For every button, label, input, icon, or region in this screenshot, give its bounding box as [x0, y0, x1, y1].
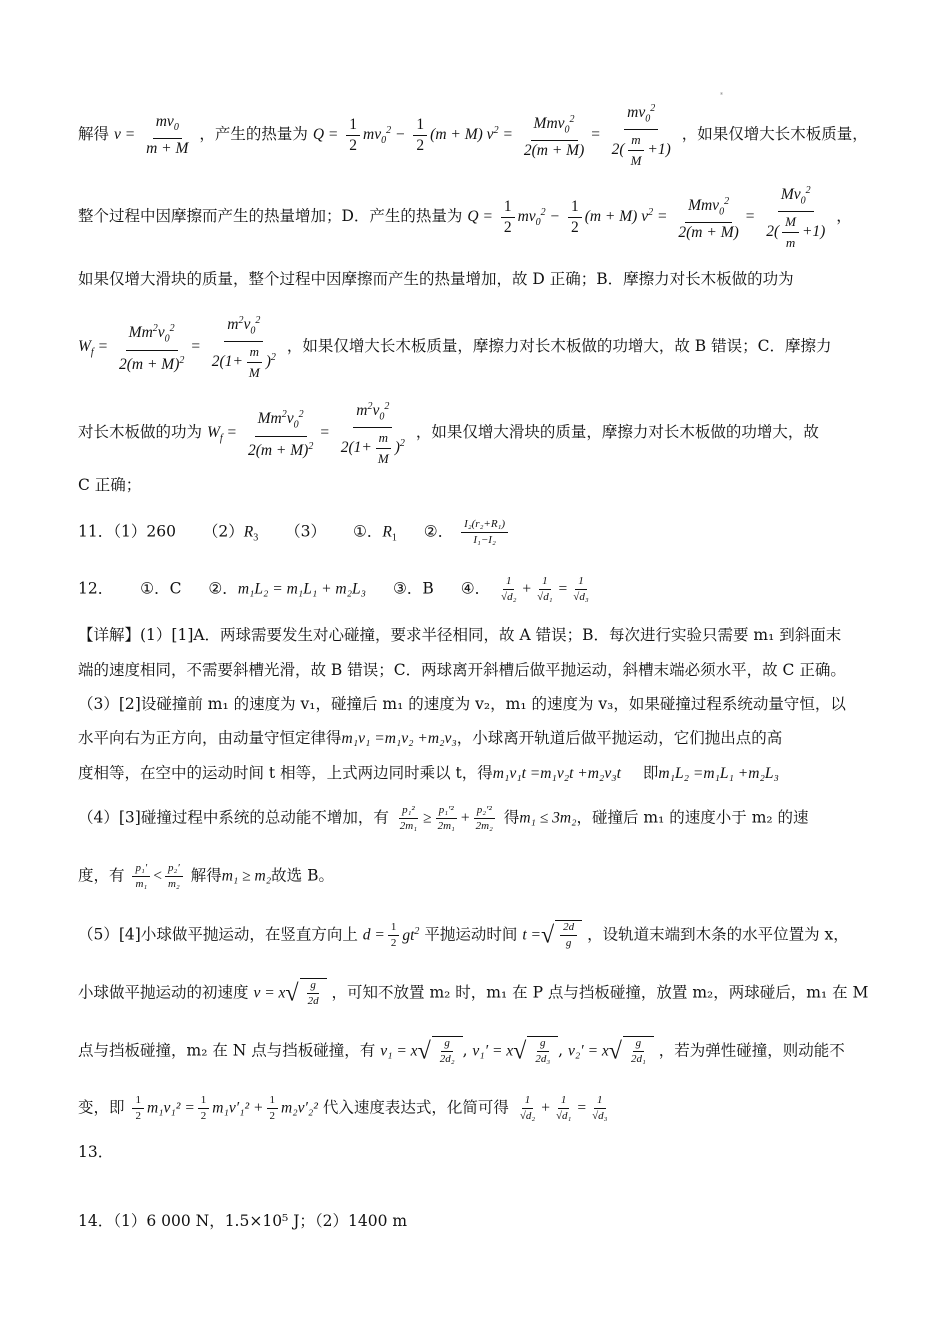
formula-wf: $W_f$ =	[78, 338, 109, 359]
detail-line-8	[78, 920, 878, 950]
text: 故选 B	[271, 866, 319, 885]
fraction: $\frac{1}{\text{√d₂}}$	[519, 1094, 536, 1122]
fraction: $\frac{g}{\text{2d₂}}$	[439, 1037, 455, 1065]
answer-11	[78, 518, 878, 550]
fraction: $Mv_0^2$ 2( $\frac{M}{m}$ +1)	[763, 182, 828, 252]
question-number: 12．	[78, 579, 114, 598]
fraction: $\frac{2d}{g}$	[560, 921, 577, 950]
fraction: $\frac{g}{\text{2d₃}}$	[535, 1037, 551, 1065]
formula-q: Q =	[467, 208, 493, 226]
formula: v₁ = x	[380, 1042, 418, 1060]
formula: v₂′ = x	[568, 1042, 609, 1060]
text: （5）[4]小球做平抛运动，在竖直方向上	[78, 925, 358, 944]
fraction: $\frac{1}{\text{√d₃}}$	[573, 575, 589, 603]
answer-13: 13．	[78, 1143, 114, 1161]
text: 解得	[190, 866, 222, 885]
circled-number: ②	[208, 579, 223, 598]
formula: m₁v₁² =	[146, 1099, 195, 1117]
formula-v: v =	[113, 126, 136, 144]
text: （3）	[285, 522, 327, 541]
fraction: $\frac{1}{2}$	[413, 116, 427, 155]
detail-line-3: （3）[2]设碰撞前 m₁ 的速度为 v₁，碰撞后 m₁ 的速度为 v₂，m₁ 的速度为 v₃，如果碰撞过程系统动量守恒，以	[78, 695, 846, 713]
fraction: $m^2v_0^2$ 2(1+ $\frac{m}{M}$ )$^2$	[209, 312, 279, 382]
formula: v = x	[253, 984, 286, 1002]
radical-sign: √	[417, 1038, 431, 1065]
formula: d =	[362, 926, 385, 944]
text: ，可知不放置 m₂ 时，m₁ 在 P 点与挡板碰撞，放置 m₂，两球碰后，m₁ 在 M	[331, 983, 869, 1002]
text: 整个过程中因摩擦而产生的热量增加；D．产生的热量为	[78, 207, 463, 226]
formula-eq: =	[744, 208, 756, 226]
fraction: $\frac{1}{\text{√d₁}}$	[555, 1094, 572, 1122]
subscript: 3	[253, 532, 259, 544]
text: ，如果仅增大长木板质量，	[681, 125, 868, 144]
fraction: $\frac{1}{2}$	[198, 1094, 210, 1123]
formula-eq: =	[190, 338, 201, 356]
text: ．B	[406, 579, 434, 598]
fraction: $\frac{1}{\text{√d₁}}$	[537, 575, 553, 603]
text: ，如果仅增大滑块的质量，摩擦力对长木板做的功增大，故	[415, 423, 819, 442]
detail-line-2: 端的速度相同，不需要斜槽光滑，故 B 错误；C．两球离开斜槽后做平抛运动，斜槽末端必须水平，故 C 正确。	[78, 661, 846, 679]
answer-14: 14．（1）6 000 N，1.5×10⁵ J；（2）1400 m	[78, 1212, 408, 1230]
text: ，	[836, 207, 852, 226]
text: 度相等，在空中的运动时间 t 相等，上式两边同时乘以 t，得	[78, 764, 493, 782]
formula: m₁v′₁² +	[212, 1099, 264, 1117]
detail-line-6: （4）[3]碰撞过程中系统的总动能不增加，有 $\frac{\text{p₁²}}{\text{2m₁}}$ ≥ $\frac{\text{p₁′²}}{\text{2m₁}}$ + $\frac{\text{p₂′²}}{\text{2m₂}}$ 得m₁ ≤ 3m₂，碰撞后 m₁ 的速度小于 m₂ 的速	[78, 804, 809, 832]
radical-sign: √	[608, 1038, 622, 1065]
line-5	[78, 398, 878, 468]
fraction: $\frac{1}{2}$	[132, 1094, 144, 1123]
circled-number: ②	[423, 522, 438, 541]
text: （4）[3]碰撞过程中系统的总动能不增加，有	[78, 808, 389, 827]
formula-term: $mv_0^2$ −	[517, 206, 561, 229]
text: 得	[503, 808, 520, 827]
circled-number: ①	[352, 522, 367, 541]
fraction: $\frac{Mm^2v_0^2}{2(m + M)^2}$	[116, 320, 187, 373]
text: 变，即	[78, 1098, 125, 1117]
formula-eq: =	[590, 126, 601, 144]
fraction: $\frac{g}{\text{2d₁}}$	[630, 1037, 646, 1065]
line-4	[78, 312, 878, 382]
formula: m₁ ≤ 3m₂	[519, 809, 577, 827]
text: ，如果仅增大长木板质量，摩擦力对长木板做的功增大，故 B 错误；C．摩擦力	[286, 337, 832, 356]
formula: v₁′ = x	[472, 1042, 514, 1060]
fraction: $\frac{\text{p₁′²}}{\text{2m₁}}$	[437, 804, 455, 832]
formula-term: (m + M) $v^2$ =	[584, 206, 668, 226]
text: ，碰撞后 m₁ 的速度小于 m₂ 的速	[576, 808, 809, 827]
fraction: $\frac{\text{p₁′}}{\text{m₁}}$	[132, 862, 150, 891]
fraction: $\frac{1}{2}$	[267, 1094, 279, 1123]
text: ，产生的热量为	[199, 125, 308, 144]
formula: $gt^2$	[402, 925, 420, 944]
fraction: $\frac{1}{\text{√d₃}}$	[592, 1094, 608, 1122]
formula: R	[243, 523, 254, 541]
radical-sign: √	[513, 1038, 527, 1065]
text: （1）260	[113, 522, 176, 541]
text: ．C	[154, 579, 182, 598]
fraction: $\frac{1}{\text{√d₂}}$	[501, 575, 517, 603]
fraction: $\frac{1}{2}$	[568, 198, 582, 237]
formula: m₂v′₂²	[281, 1099, 318, 1117]
fraction: $\frac{g}{2d}$	[307, 979, 319, 1007]
text: 平抛运动时间	[424, 925, 518, 944]
formula: m₁ ≥ m₂	[221, 867, 272, 885]
fraction: $\frac{mv_0}{m + M}$	[146, 112, 189, 157]
text: ．	[366, 522, 383, 541]
formula: m₁v₁ =m₁v₂ +m₂v₃	[341, 730, 457, 747]
question-number: 11．	[78, 522, 114, 541]
text: （2）	[202, 522, 244, 541]
text: ．	[474, 579, 491, 598]
detail-line-4	[78, 727, 878, 750]
formula: t =	[522, 926, 541, 944]
line-6: C 正确；	[78, 476, 142, 494]
detail-line-9	[78, 978, 878, 1008]
formula: m₁L₂ =m₁L₁ +m₂L₃	[658, 765, 779, 782]
fraction: $m^2v_0^2$ 2(1+ $\frac{m}{M}$ )$^2$	[338, 398, 408, 468]
text: ，若为弹性碰撞，则动能不	[658, 1041, 845, 1060]
fraction: $\frac{Mm^2v_0^2}{2(m + M)^2}$	[245, 406, 316, 459]
fraction: $\frac{\text{p₂′}}{\text{m₂}}$	[165, 862, 183, 891]
circled-number: ④	[460, 579, 475, 598]
fraction: $\frac{Mmv_0^2}{2(m + M)}$	[675, 193, 741, 242]
answer-12: 12． ①．C ②．m₁L₂ = m₁L₁ + m₂L₃ ③．B ④． $\frac{1}{\text{√d₂}}$ + $\frac{1}{\text{√d₁}}$ = $\frac{1}{\text{√d₃}}$	[78, 575, 878, 604]
detail-line-5	[78, 762, 878, 785]
fraction: $\frac{\text{p₁²}}{\text{2m₁}}$	[399, 804, 418, 832]
detail-line-1: 【详解】(1）[1]A．两球需要发生对心碰撞，要求半径相同，故 A 错误；B．每次进行实验只需要 m₁ 到斜面末	[78, 626, 842, 644]
formula: m₁v₁t =m₁v₂t +m₂v₃t	[492, 765, 621, 782]
text: 代入速度表达式，化简可得	[322, 1098, 509, 1117]
circled-number: ③	[392, 579, 407, 598]
text: ，设轨道末端到木条的水平位置为 x，	[587, 925, 849, 944]
scan-mark: *	[720, 92, 723, 99]
fraction: $\frac{1}{2}$	[501, 198, 515, 237]
text: 即	[642, 764, 659, 782]
detail-line-11: 变，即 $\frac{1}{2}$ m₁v₁² = $\frac{1}{2}$ m₁v′₁² + $\frac{1}{2}$ m₂v′₂² 代入速度表达式，化简可得 $\frac{1}{\text{√d₂}}$ + $\frac{1}{\text{√d₁}}$ = $\frac{1}{\text{√d₃}}$	[78, 1094, 878, 1123]
fraction: $\frac{Mmv_0^2}{2(m + M)}$	[521, 111, 587, 160]
text: 水平向右为正方向，由动量守恒定律得	[78, 729, 342, 747]
fraction: $\frac{1}{2}$	[388, 921, 400, 950]
radical-sign: √	[540, 922, 555, 949]
formula: R	[382, 523, 392, 541]
detail-line-7: 度，有 $\frac{\text{p₁′}}{\text{m₁}}$ < $\frac{\text{p₂′}}{\text{m₂}}$ 解得m₁ ≥ m₂故选 B。	[78, 862, 334, 890]
fraction: $\frac{1}{2}$	[346, 116, 360, 155]
fraction: $\frac{\text{p₂′²}}{\text{2m₂}}$	[475, 804, 493, 832]
formula-eq: =	[319, 424, 330, 442]
line-2	[78, 182, 878, 252]
text: 点与挡板碰撞，m₂ 在 N 点与挡板碰撞，有	[78, 1041, 376, 1060]
fraction: $\frac{\text{I₂(r₂+R₁)}}{\text{I₁−I₂}}$	[461, 518, 508, 547]
formula-q: Q =	[312, 126, 339, 144]
text: 度，有	[78, 866, 125, 885]
text: ．	[222, 579, 238, 598]
radical-sign: √	[285, 980, 299, 1007]
text: 。	[318, 866, 334, 885]
detail-line-10: 点与挡板碰撞，m₂ 在 N 点与挡板碰撞，有 v₁ = x√ $\frac{g}{\text{2d₂}}$ , v₁′ = x√ $\frac{g}{\text{2d₃}}$ , v₂′ = x√ $\frac{g}{\text{2d₁}}$ ，若为弹性碰撞，则动能不	[78, 1037, 845, 1065]
fraction: $mv_0^2$ 2( $\frac{m}{M}$ +1)	[609, 100, 674, 170]
formula-term: $mv_0^2$ −	[363, 124, 406, 147]
line-1	[78, 100, 878, 170]
formula-wf: $W_f$ =	[206, 424, 237, 445]
text: ．	[437, 522, 454, 541]
line-3: 如果仅增大滑块的质量，整个过程中因摩擦而产生的热量增加，故 D 正确；B．摩擦力对长木板做的功为	[78, 270, 794, 288]
formula: m₁L₂ = m₁L₁ + m₂L₃	[237, 580, 367, 598]
text: 小球做平抛运动的初速度	[78, 983, 249, 1002]
subscript: 1	[391, 532, 397, 544]
text: 解得	[78, 125, 110, 144]
text: 对长木板做的功为	[78, 423, 203, 442]
formula-term: (m + M) $v^2$ =	[430, 124, 513, 144]
circled-number: ①	[140, 579, 155, 598]
text: ，小球离开轨道后做平抛运动，它们抛出点的高	[456, 729, 783, 747]
